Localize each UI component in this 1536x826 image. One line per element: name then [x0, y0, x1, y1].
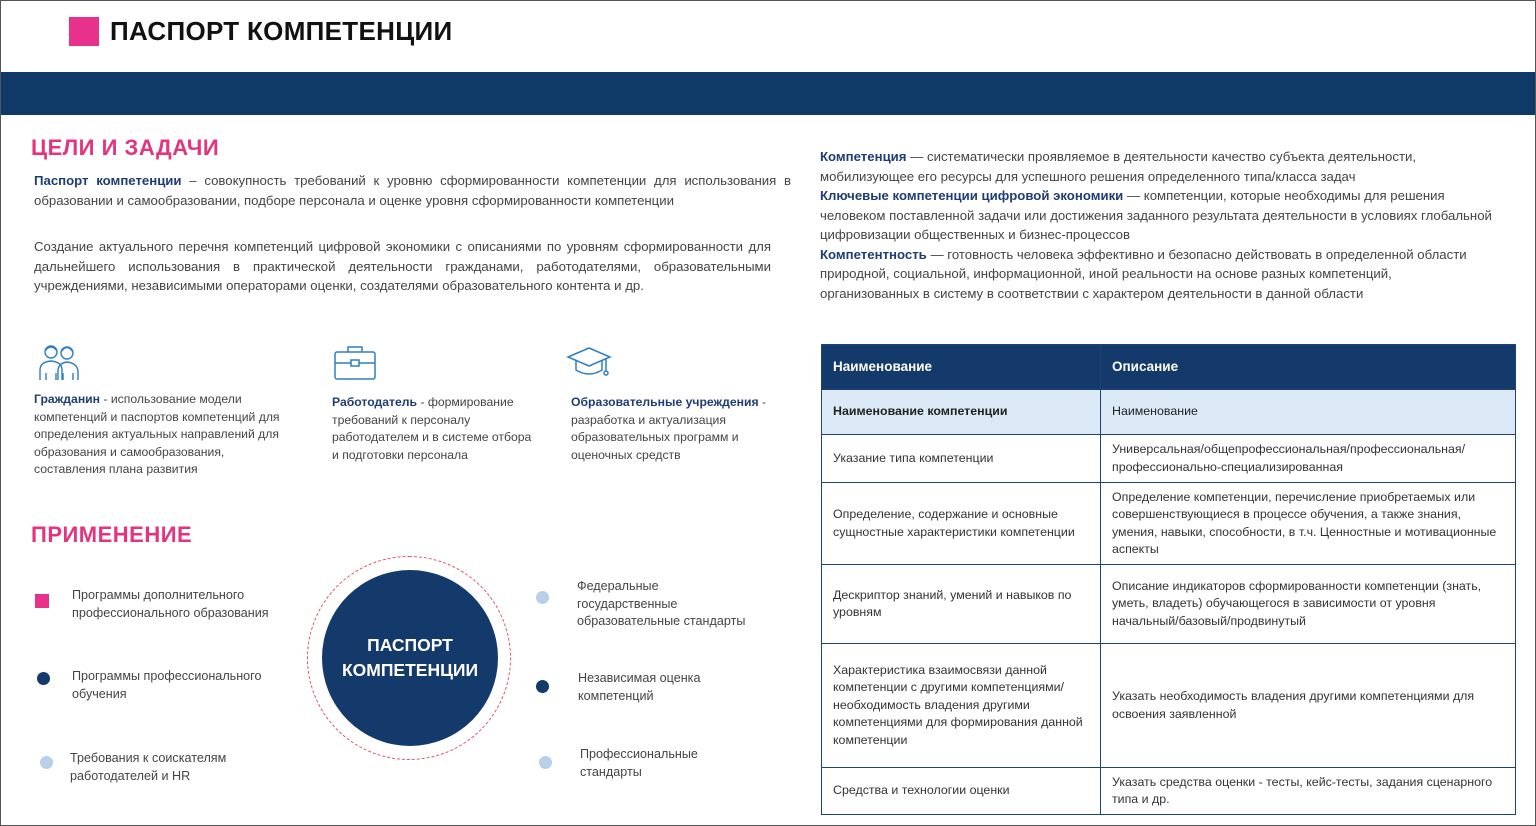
definition-term: Ключевые компетенции цифровой экономики	[820, 188, 1124, 203]
passport-definition: – совокупность требований к уровню сформированности компетенции для использования в образовании и самообразовании, подборе персонала и оценке уровня сформированности компетенции	[34, 173, 791, 208]
goals-paragraph-2: Создание актуального перечня компетенций цифровой экономики с описаниями по уровням сформированности для дальнейшего использования в практической деятельности гражданами, работодателями, образовательными учреждениями, независимыми операторами оценки, создателями образовательного контента и др.	[34, 239, 771, 293]
card-term: Образовательные учреждения	[571, 395, 759, 409]
card-term: Гражданин	[34, 392, 101, 406]
goals-paragraph-1	[34, 171, 791, 210]
application-item: Профессиональные стандарты	[580, 747, 698, 779]
definition-text: — готовность человека эффективно и безопасно действовать в определенной области природной, социальной, информационной, иной реальности на основе разных компетенций, организованных в систему в соответствии с характером деятельности в данной области	[820, 246, 1467, 301]
table-cell: Дескриптор знаний, умений и навыков по уровням	[822, 565, 1101, 644]
definition-text: — систематически проявляемое в деятельности качество субъекта деятельности, мобилизующее его ресурсы для успешного решения определенного типа/класса задач	[820, 149, 1417, 184]
definition-competence	[820, 147, 1492, 186]
definitions-block	[820, 147, 1492, 303]
card-term: Работодатель	[332, 395, 418, 409]
card-text: - использование модели компетенций и паспортов компетенций для определения актуальных направлений для образования и самообразования, составления плана развития	[34, 392, 280, 476]
application-item: Программы профессионального обучения	[72, 669, 262, 701]
table-row	[822, 768, 1516, 815]
table-cell: Указать средства оценки - тесты, кейс-тесты, задания сценарного типа и др.	[1101, 768, 1516, 815]
card-employer	[332, 394, 537, 464]
table-cell: Наименование	[1101, 390, 1516, 435]
passport-term: Паспорт компетенции	[34, 173, 182, 188]
table-cell: Указание типа компетенции	[822, 435, 1101, 483]
pink-square-bullet	[35, 594, 49, 608]
application-item: Независимая оценка компетенций	[578, 671, 701, 703]
application-item: Требования к соискателям работодателей и HR	[70, 751, 227, 783]
table-row	[822, 435, 1516, 483]
card-text: - разработка и актуализация образовательных программ и оценочных средств	[571, 395, 767, 462]
table-cell: Определение, содержание и основные сущностные характеристики компетенции	[822, 483, 1101, 565]
definition-text: — компетенции, которые необходимы для решения человеком поставленной задачи или достижения заданного результата деятельности в условиях глобальной цифровизации общественных и бизнес-процессов	[820, 188, 1492, 242]
definition-key-competences	[820, 186, 1492, 245]
table-row	[822, 644, 1516, 768]
definition-competency	[820, 245, 1492, 304]
application-item: Программы дополнительного профессионального образования	[72, 588, 269, 620]
navy-dot-bullet	[37, 672, 50, 685]
application-item: Федеральные государственные образовательные стандарты	[577, 579, 746, 628]
card-text: - формирование требований к персоналу работодателем и в системе отбора и подготовки персонала	[332, 395, 532, 462]
definition-term: Компетенция	[820, 149, 907, 164]
table-cell: Описание индикаторов сформированности компетенции (знать, уметь, владеть) обучающегося в зависимости от уровня начальный/базовый/продвинутый	[1101, 565, 1516, 644]
citizens-icon	[37, 343, 81, 381]
table-cell: Универсальная/общепрофессиональная/профессиональная/ профессионально-специализированная	[1101, 435, 1516, 483]
graduation-cap-icon	[566, 345, 612, 379]
card-citizen	[34, 391, 288, 479]
light-dot-bullet	[40, 756, 53, 769]
table-header-name: Наименование	[822, 345, 1101, 390]
light-dot-bullet	[539, 756, 552, 769]
header-band	[1, 72, 1535, 115]
table-header-row	[822, 345, 1516, 390]
center-circle	[322, 570, 498, 746]
title-marker	[69, 17, 99, 46]
table-cell: Наименование компетенции	[822, 390, 1101, 435]
page-title: ПАСПОРТ КОМПЕТЕНЦИИ	[110, 16, 453, 46]
table-cell: Средства и технологии оценки	[822, 768, 1101, 815]
light-dot-bullet	[536, 591, 549, 604]
table-cell: Указать необходимость владения другими компетенциями для освоения заявленной	[1101, 644, 1516, 768]
definition-term: Компетентность	[820, 246, 927, 262]
briefcase-icon	[333, 343, 377, 381]
application-heading: ПРИМЕНЕНИЕ	[31, 522, 193, 547]
table-row	[822, 390, 1516, 435]
navy-dot-bullet	[536, 680, 549, 693]
card-education	[571, 394, 786, 464]
table-cell: Определение компетенции, перечисление приобретаемых или совершенствующиеся в процессе обучения, а также знания, умения, навыки, способности, в т.ч. Ценностные и мотивационные аспекты	[1101, 483, 1516, 565]
goals-heading: ЦЕЛИ И ЗАДАЧИ	[31, 135, 220, 160]
table-cell: Характеристика взаимосвязи данной компетенции с другими компетенциями/ необходимость владения другими компетенциями для формирования данной компетенции	[822, 644, 1101, 768]
table-header-description: Описание	[1101, 345, 1516, 390]
table-row	[822, 483, 1516, 565]
passport-structure-table	[821, 344, 1516, 815]
table-row	[822, 565, 1516, 644]
center-label: ПАСПОРТ КОМПЕТЕНЦИИ	[341, 635, 479, 680]
